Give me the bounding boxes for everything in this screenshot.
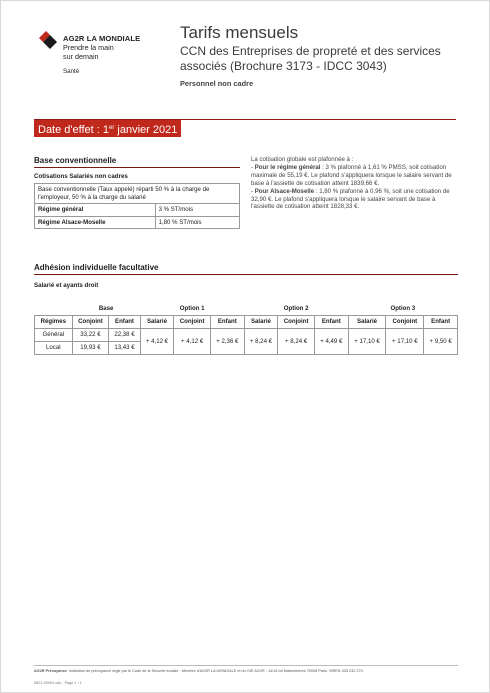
- date-prefix: Date d'effet : 1: [38, 124, 110, 136]
- footer-ref: 0821-00004 cdc - Page 1 / 1: [34, 681, 82, 685]
- footer-legal: [34, 669, 464, 673]
- group-header-row: [35, 303, 458, 316]
- option-cell: + 8,24 €: [278, 329, 315, 355]
- column-header: Salarié: [140, 316, 174, 329]
- option-cell: + 17,10 €: [386, 329, 424, 355]
- column-header: Salarié: [348, 316, 386, 329]
- column-header: Enfant: [315, 316, 349, 329]
- column-header: Salarié: [244, 316, 278, 329]
- regime-label: Régime Alsace-Moselle: [35, 216, 156, 229]
- note-item-2-text: : 1,80 % plafonné à 0,96 %, soit une cotisation de 32,90 €. Le plafond s'appliquera lorsque le salaire servant de base à l'assiette de cotisation atteint 1828,33 €.: [251, 187, 450, 211]
- regime-cell: Général: [35, 329, 73, 342]
- brand-tagline-2: sur demain: [63, 52, 99, 61]
- note-intro: La cotisation globale est plafonnée à :: [251, 156, 354, 163]
- regime-label: Régime général: [35, 204, 156, 217]
- note-item-1: - Pour le régime général : 3 % plafonné à 1,61 % PMSS, soit cotisation maximale de 55,19 €. Le plafond s'appliquera lorsque le salaire servant de base à l'assiette de cotisation atteint 1839,66 €.: [251, 163, 452, 187]
- group-option-1: Option 1: [179, 305, 205, 312]
- option-cell: + 17,10 €: [348, 329, 386, 355]
- note-item-2: - Pour Alsace-Moselle : 1,80 % plafonné à 0,96 %, soit une cotisation de 32,90 €. Le plafond s'appliquera lorsque le salaire servant de base à l'assiette de cotisation atteint 1828,33 €.: [251, 187, 450, 211]
- brand-name: AG2R LA MONDIALE: [63, 34, 141, 43]
- enfant-cell: 13,43 €: [109, 342, 140, 355]
- plafond-note: [251, 156, 459, 211]
- adhesion-heading-rule: [34, 274, 458, 275]
- date-effet-badge: [34, 120, 181, 137]
- group-base: Base: [98, 305, 114, 312]
- column-header: Régimes: [35, 316, 73, 329]
- column-header-row: [35, 316, 458, 329]
- base-table: [34, 183, 240, 229]
- category-label: Santé: [63, 68, 80, 75]
- note-item-2-label: Pour Alsace-Moselle: [254, 187, 315, 195]
- date-suffix: janvier 2021: [114, 124, 178, 136]
- base-heading-rule: [34, 167, 240, 168]
- base-heading: Base conventionnelle: [34, 156, 117, 165]
- enfant-cell: 22,38 €: [109, 329, 140, 342]
- option-cell: + 4,12 €: [174, 329, 211, 355]
- footer-text: , institution de prévoyance régie par le Code de la Sécurité sociale - Membre d'AG2R LA MONDIALE et du GIE AG2R - 14/16 bd Malesherbes 75008 Paris. SIREN 333 232 270.: [66, 669, 364, 673]
- base-subheading: Cotisations Salariés non cadres: [34, 173, 128, 180]
- date-sup: er: [109, 125, 115, 131]
- regime-value: 1,80 % ST/mois: [155, 216, 239, 229]
- adhesion-table: [34, 303, 458, 355]
- column-header: Enfant: [424, 316, 458, 329]
- page-title: Tarifs mensuels: [180, 23, 299, 42]
- column-header: Conjoint: [174, 316, 211, 329]
- column-header: Enfant: [109, 316, 140, 329]
- option-cell: + 9,50 €: [424, 329, 458, 355]
- column-header: Conjoint: [278, 316, 315, 329]
- conjoint-cell: 33,22 €: [72, 329, 109, 342]
- ag2r-logo-icon: [37, 29, 59, 51]
- group-option-2: Option 2: [283, 305, 309, 312]
- base-description: Base conventionnelle (Taux appelé) réparti 50 % à la charge de l'employeur, 50 % à la charge du salarié: [35, 184, 240, 204]
- adhesion-subheading: Salarié et ayants droit: [34, 282, 99, 289]
- brand-block: [63, 34, 140, 76]
- table-row: [35, 204, 240, 217]
- option-cell: + 8,24 €: [244, 329, 278, 355]
- footer-bold: AG2R Prévoyance: [34, 669, 67, 673]
- personnel-label: Personnel non cadre: [180, 79, 254, 88]
- page-subtitle: CCN des Entreprises de propreté et des services associés (Brochure 3173 - IDCC 3043): [180, 44, 441, 73]
- conjoint-cell: 19,93 €: [72, 342, 109, 355]
- note-item-1-label: Pour le régime général: [254, 163, 321, 171]
- column-header: Conjoint: [72, 316, 109, 329]
- option-cell: + 4,12 €: [140, 329, 174, 355]
- table-row: [35, 329, 458, 342]
- column-header: Conjoint: [386, 316, 424, 329]
- option-cell: + 2,36 €: [211, 329, 245, 355]
- column-header: Enfant: [211, 316, 245, 329]
- note-item-1-text: : 3 % plafonné à 1,61 % PMSS, soit cotisation maximale de 55,19 €. Le plafond s'appliquera lorsque le salaire servant de base à l'assiette de cotisation atteint 1839,66 €.: [251, 163, 452, 187]
- footer-divider: [34, 665, 458, 666]
- regime-value: 3 % ST/mois: [155, 204, 239, 217]
- brand-tagline-1: Prendre la main: [63, 43, 114, 52]
- regime-cell: Local: [35, 342, 73, 355]
- table-row: [35, 216, 240, 229]
- option-cell: + 4,49 €: [315, 329, 349, 355]
- adhesion-heading: Adhésion individuelle facultative: [34, 263, 159, 272]
- group-option-3: Option 3: [390, 305, 416, 312]
